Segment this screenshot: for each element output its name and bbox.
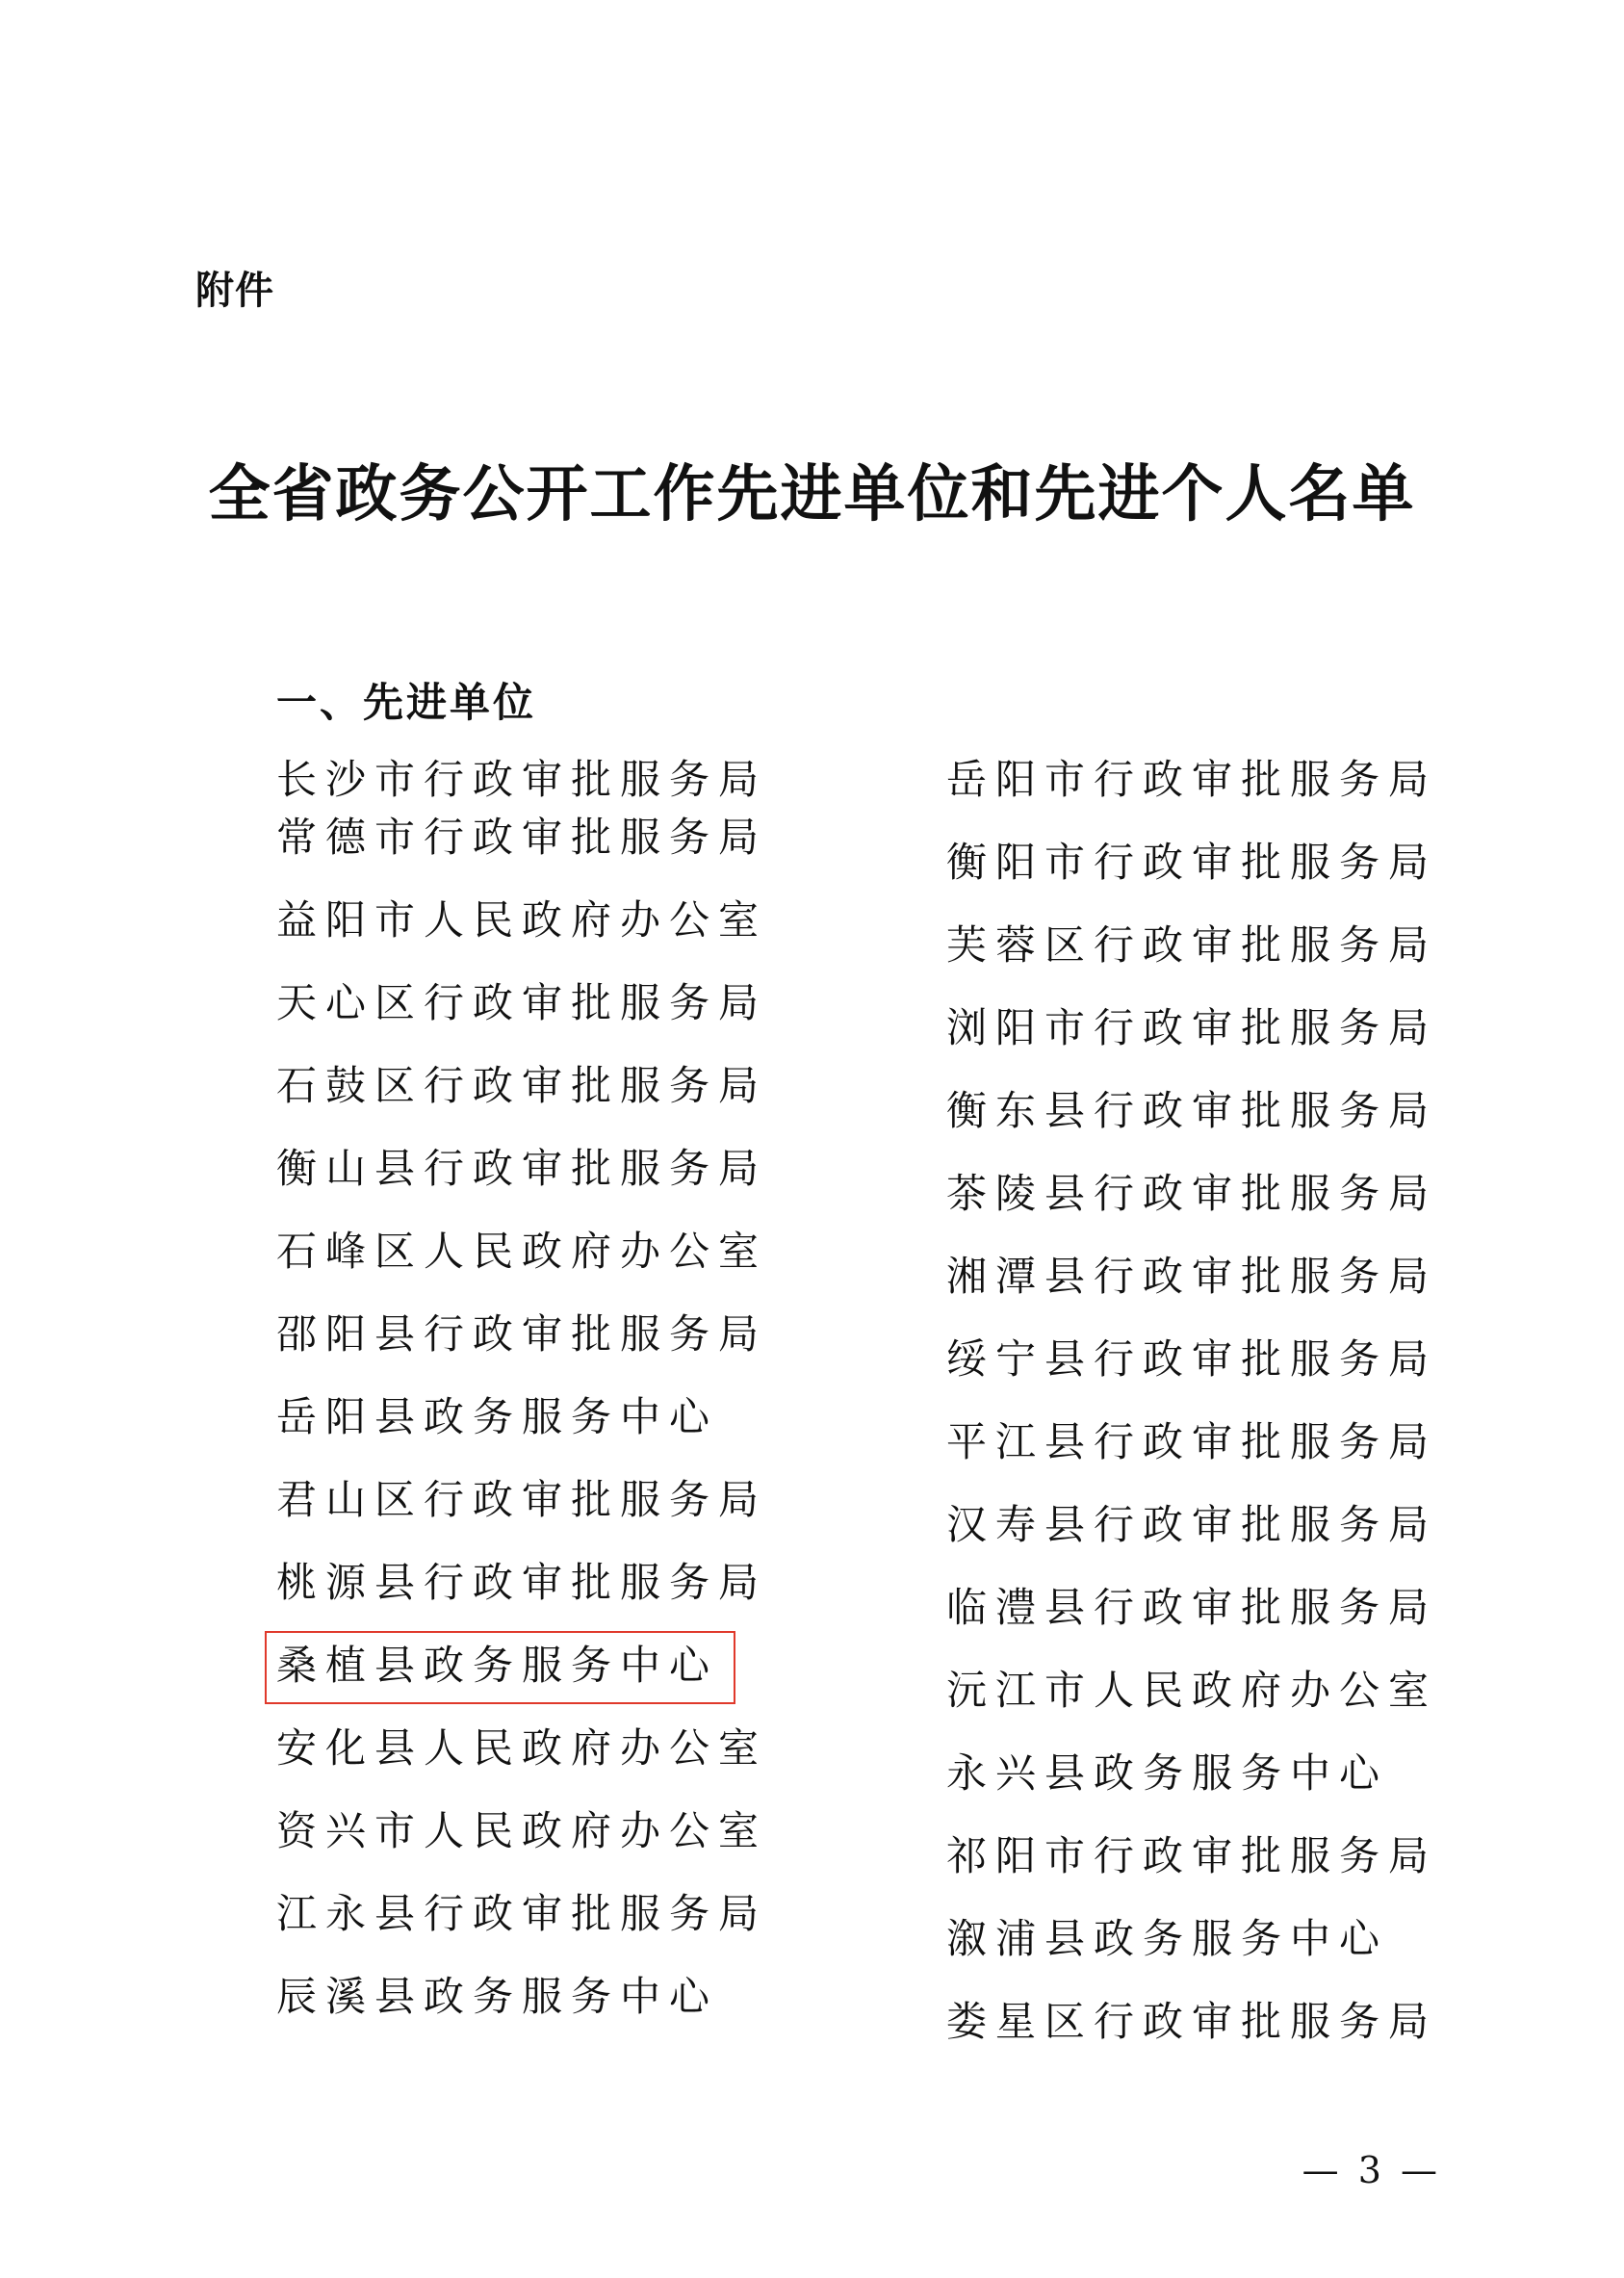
unit-name: 天心区行政审批服务局 <box>276 979 768 1026</box>
unit-name: 永兴县政务服务中心 <box>946 1749 1389 1797</box>
unit-name: 临澧县行政审批服务局 <box>946 1584 1438 1631</box>
document-title: 全省政务公开工作先进单位和先进个人名单 <box>208 458 1416 531</box>
unit-name: 衡山县行政审批服务局 <box>276 1145 768 1192</box>
unit-name: 溆浦县政务服务中心 <box>946 1915 1389 1962</box>
unit-name: 平江县行政审批服务局 <box>946 1418 1438 1465</box>
unit-name: 衡东县行政审批服务局 <box>946 1087 1438 1134</box>
unit-name: 邵阳县行政审批服务局 <box>276 1310 768 1358</box>
unit-name: 岳阳市行政审批服务局 <box>946 756 1438 803</box>
section-heading: 一、先进单位 <box>276 679 537 726</box>
unit-name: 茶陵县行政审批服务局 <box>946 1170 1438 1217</box>
unit-name: 常德市行政审批服务局 <box>276 814 768 861</box>
page-number: — 3 — <box>1302 2149 1441 2191</box>
attachment-label: 附件 <box>195 269 274 313</box>
unit-name: 祁阳市行政审批服务局 <box>946 1832 1438 1879</box>
unit-name: 君山区行政审批服务局 <box>276 1476 768 1523</box>
unit-name: 石鼓区行政审批服务局 <box>276 1062 768 1109</box>
unit-name: 益阳市人民政府办公室 <box>276 896 768 944</box>
unit-name: 资兴市人民政府办公室 <box>276 1807 768 1854</box>
unit-name: 绥宁县行政审批服务局 <box>946 1335 1438 1383</box>
unit-name: 安化县人民政府办公室 <box>276 1724 768 1772</box>
unit-name: 辰溪县政务服务中心 <box>276 1973 719 2020</box>
unit-name: 长沙市行政审批服务局 <box>276 756 768 803</box>
unit-name: 江永县行政审批服务局 <box>276 1890 768 1937</box>
unit-name: 石峰区人民政府办公室 <box>276 1228 768 1275</box>
units-right-column <box>946 751 1437 2076</box>
unit-name: 湘潭县行政审批服务局 <box>946 1253 1438 1300</box>
unit-name: 桃源县行政审批服务局 <box>276 1559 768 1606</box>
unit-name: 浏阳市行政审批服务局 <box>946 1004 1438 1051</box>
unit-name: 衡阳市行政审批服务局 <box>946 839 1438 886</box>
unit-name: 汉寿县行政审批服务局 <box>946 1501 1438 1548</box>
unit-name: 沅江市人民政府办公室 <box>946 1667 1438 1714</box>
unit-name: 芙蓉区行政审批服务局 <box>946 921 1438 969</box>
units-left-column <box>276 751 767 2051</box>
highlighted-unit-name: 桑植县政务服务中心 <box>276 1637 718 1720</box>
unit-name: 岳阳县政务服务中心 <box>276 1393 719 1440</box>
unit-name: 娄星区行政审批服务局 <box>946 1998 1438 2045</box>
